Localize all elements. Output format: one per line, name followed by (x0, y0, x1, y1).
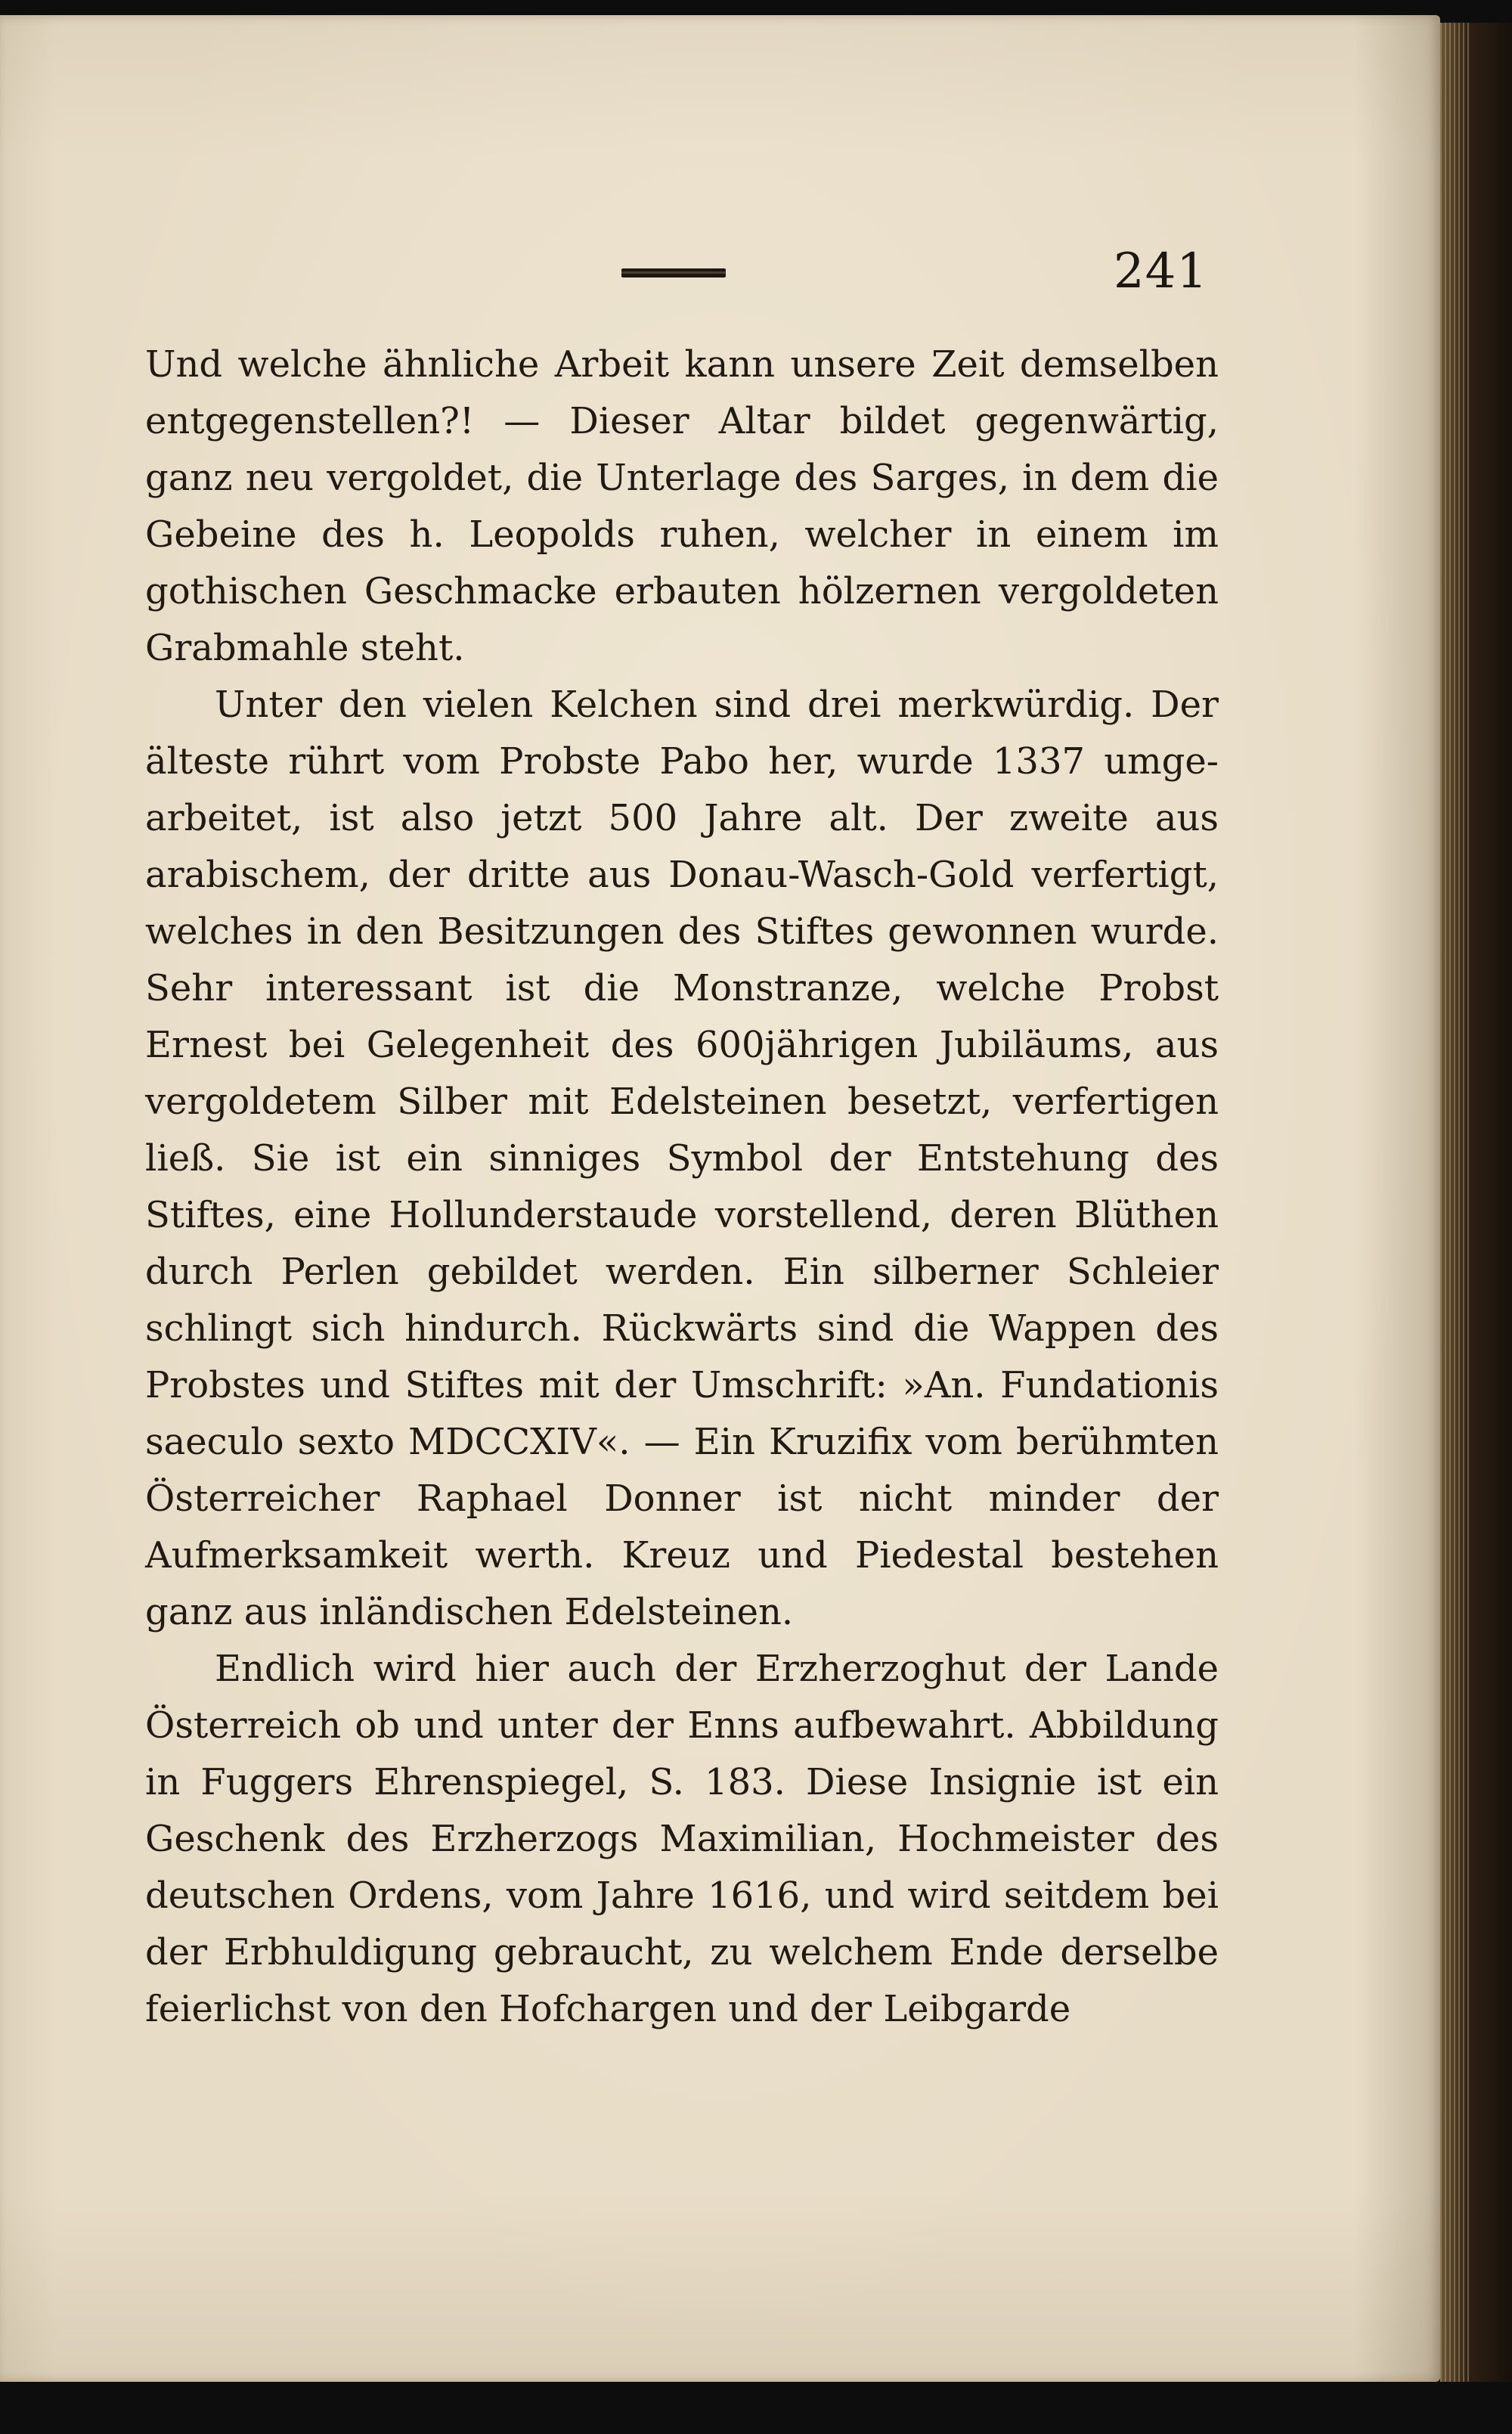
page-edges (1440, 23, 1470, 2382)
paragraph-2: Unter den vielen Kelchen sind drei merkwürdig. Der älteste rührt vom Probste Pabo her, wurde 1337 umgearbeitet, ist also jetzt 500 Jahre alt. Der zweite aus arabischem, der dritte aus Donau-Wasch-Gold verfertigt, welches in den Besitzungen des Stiftes gewonnen wurde. Sehr interessant ist die Monstranze, welche Probst Ernest bei Gelegenheit des 600jährigen Jubiläums, aus vergoldetem Silber mit Edelsteinen besetzt, verfertigen ließ. Sie ist ein sinniges Symbol der Entstehung des Stiftes, eine Hollunderstaude vorstellend, deren Blüthen durch Perlen gebildet werden. Ein silberner Schleier schlingt sich hindurch. Rückwärts sind die Wappen des Probstes und Stiftes mit der Umschrift: »An. Fundationis saeculo sexto MDCCXIV«. — Ein Kruzifix vom berühmten Österreicher Raphael Donner ist nicht minder der Aufmerksamkeit werth. Kreuz und Piedestal bestehen ganz aus inländischen Edelsteinen. (145, 684, 1219, 1633)
page-number: 241 (1113, 243, 1208, 299)
paragraph-3: Endlich wird hier auch der Erzherzoghut der Lande Österreich ob und unter der Enns aufbewahrt. Abbildung in Fuggers Ehrenspiegel, S. 183. Diese Insignie ist ein Geschenk des Erzherzogs Maximilian, Hochmeister des deutschen Ordens, vom Jahre 1616, und wird seitdem bei der Erbhuldigung gebraucht, zu welchem Ende derselbe feierlichst von den Hofchargen und der Leibgarde (145, 1648, 1219, 2030)
body-text (145, 336, 1219, 2038)
header-rule (621, 268, 726, 278)
paragraph-1: Und welche ähnliche Arbeit kann unsere Zeit demselben entgegenstellen?! — Dieser Altar bildet gegenwärtig, ganz neu vergoldet, die Unterlage des Sarges, in dem die Gebeine des h. Leopolds ruhen, welcher in einem im gothischen Geschmacke erbauten hölzernen vergoldeten Grabmahle steht. (145, 343, 1219, 669)
